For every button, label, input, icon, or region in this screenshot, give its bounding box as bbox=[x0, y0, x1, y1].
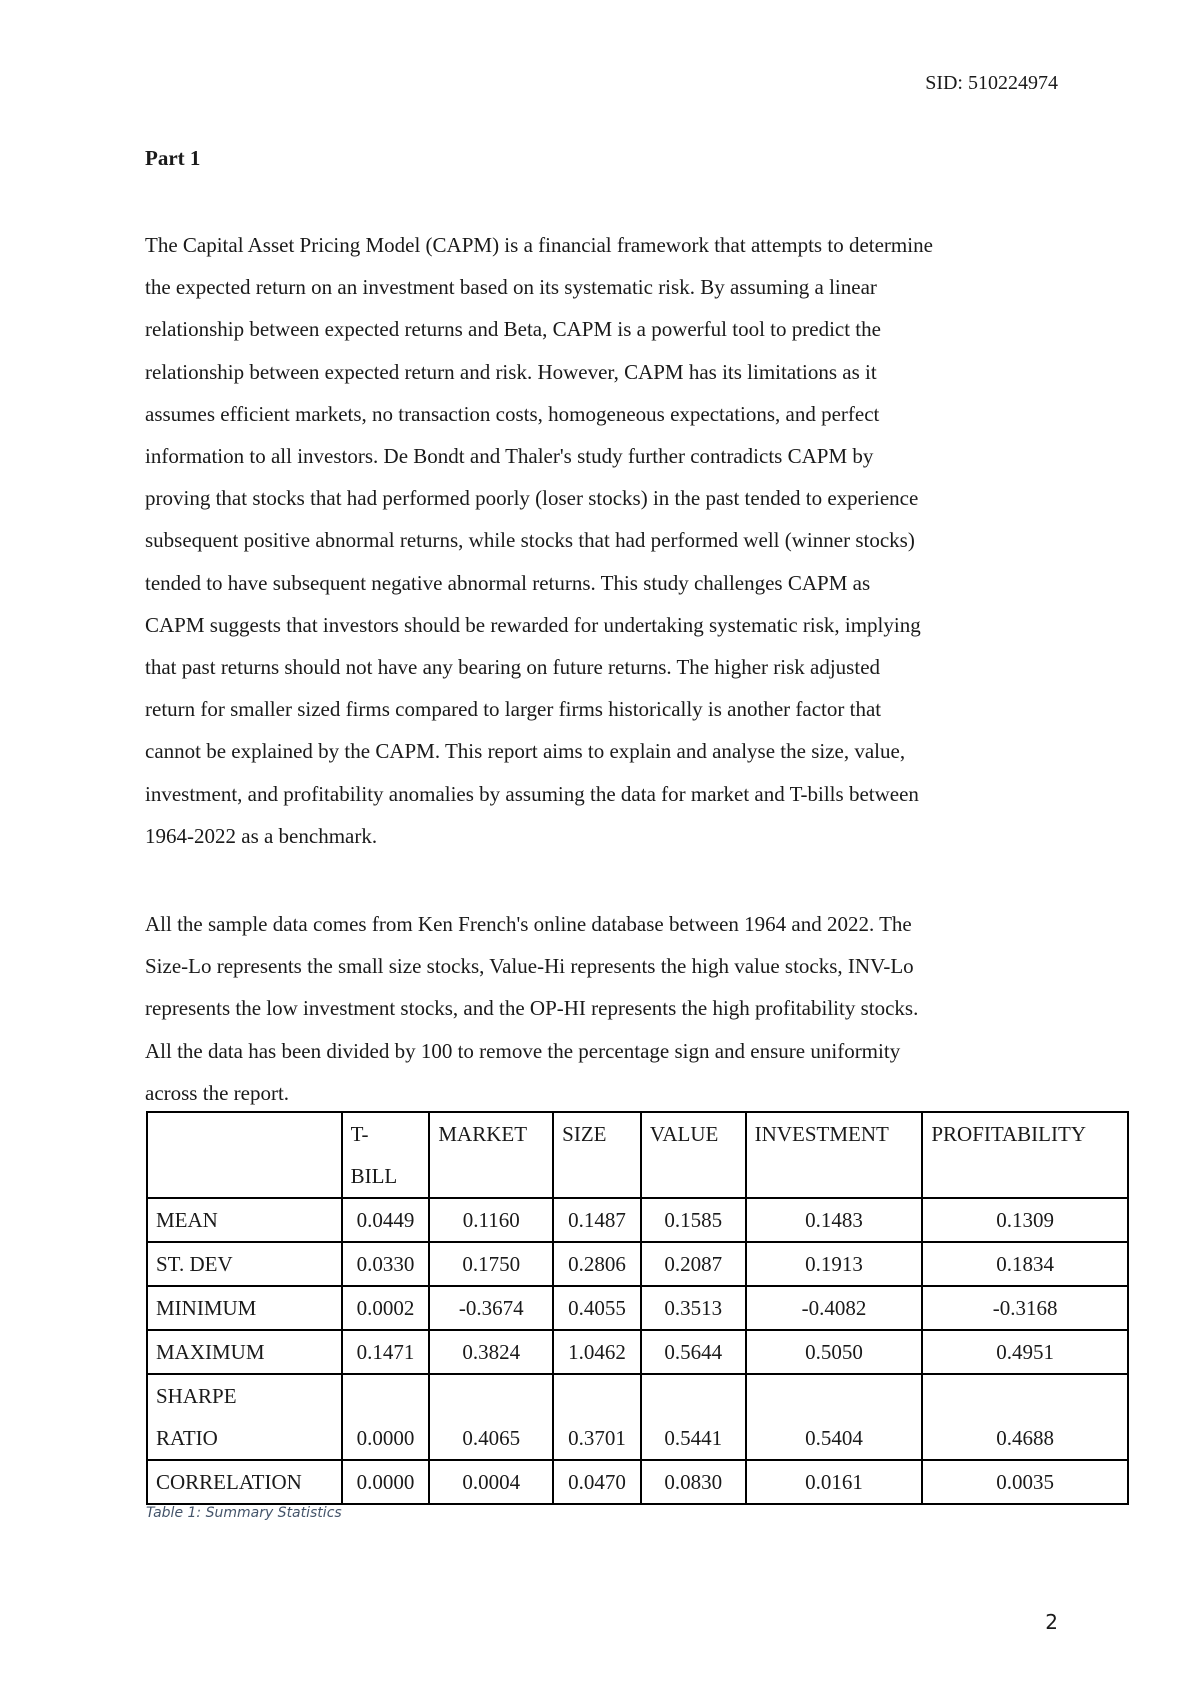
table-cell: 0.1750 bbox=[429, 1242, 553, 1286]
table-cell: 0.1309 bbox=[922, 1198, 1128, 1242]
table-cell: 0.1585 bbox=[641, 1198, 746, 1242]
paragraph-line: the expected return on an investment based on its systematic risk. By assuming a linear bbox=[145, 275, 877, 300]
paragraph-line: return for smaller sized firms compared to larger firms historically is another factor that bbox=[145, 697, 882, 722]
table-cell: 0.0330 bbox=[342, 1242, 430, 1286]
table-row bbox=[147, 1242, 1128, 1286]
row-label: ST. DEV bbox=[147, 1242, 342, 1286]
table-cell: 0.1160 bbox=[429, 1198, 553, 1242]
header-cell-tbill bbox=[342, 1112, 430, 1198]
table-cell: 0.1487 bbox=[553, 1198, 641, 1242]
row-label-line: SHARPE bbox=[156, 1384, 237, 1408]
header-cell-value: VALUE bbox=[641, 1112, 746, 1198]
row-label-line: RATIO bbox=[156, 1426, 218, 1450]
header-cell-investment: INVESTMENT bbox=[746, 1112, 923, 1198]
table-cell: 0.1483 bbox=[746, 1198, 923, 1242]
paragraph-line: investment, and profitability anomalies by assuming the data for market and T-bills between bbox=[145, 781, 919, 806]
paragraph-line: Size-Lo represents the small size stocks, Value-Hi represents the high value stocks, INV-Lo bbox=[145, 954, 914, 979]
table-cell: 0.4951 bbox=[922, 1330, 1128, 1374]
paragraph-line: proving that stocks that had performed poorly (loser stocks) in the past tended to experience bbox=[145, 486, 919, 511]
paragraph-line: relationship between expected return and risk. However, CAPM has its limitations as it bbox=[145, 359, 877, 384]
table-cell: 0.0004 bbox=[429, 1460, 553, 1504]
student-id: SID: 510224974 bbox=[925, 72, 1058, 94]
paragraph-line: All the data has been divided by 100 to remove the percentage sign and ensure uniformity bbox=[145, 1038, 901, 1063]
table-cell: 0.5441 bbox=[641, 1374, 746, 1460]
page-number: 2 bbox=[1045, 1610, 1058, 1634]
paragraph-line: The Capital Asset Pricing Model (CAPM) is a financial framework that attempts to determine bbox=[145, 233, 933, 257]
table-cell: 0.4065 bbox=[429, 1374, 553, 1460]
paragraph-line: assumes efficient markets, no transaction costs, homogeneous expectations, and perfect bbox=[145, 401, 880, 426]
header-cell-market: MARKET bbox=[429, 1112, 553, 1198]
paragraph-line: All the sample data comes from Ken French's online database between 1964 and 2022. The bbox=[145, 912, 912, 936]
paragraph-line: tended to have subsequent negative abnormal returns. This study challenges CAPM as bbox=[145, 570, 871, 595]
table-cell: 0.0470 bbox=[553, 1460, 641, 1504]
table-cell: -0.3674 bbox=[429, 1286, 553, 1330]
intro-paragraph bbox=[145, 224, 1070, 857]
header-cell-profitability: PROFITABILITY bbox=[922, 1112, 1128, 1198]
header-cell-empty bbox=[147, 1112, 342, 1198]
table-cell: 0.1471 bbox=[342, 1330, 430, 1374]
row-label: MEAN bbox=[147, 1198, 342, 1242]
table-cell: 0.5644 bbox=[641, 1330, 746, 1374]
summary-statistics-table bbox=[146, 1111, 1129, 1505]
paragraph-line: information to all investors. De Bondt and Thaler's study further contradicts CAPM by bbox=[145, 444, 874, 469]
header-tbill-line: BILL bbox=[350, 1164, 398, 1188]
table-row bbox=[147, 1330, 1128, 1374]
paragraph-line: represents the low investment stocks, and the OP-HI represents the high profitability stocks. bbox=[145, 996, 919, 1021]
paragraph-line: that past returns should not have any bearing on future returns. The higher risk adjusted bbox=[145, 655, 881, 680]
paragraph-line: cannot be explained by the CAPM. This report aims to explain and analyse the size, value, bbox=[145, 739, 906, 764]
table-cell: 0.5404 bbox=[746, 1374, 923, 1460]
paragraph-line: 1964-2022 as a benchmark. bbox=[145, 823, 378, 848]
table-cell: 0.0002 bbox=[342, 1286, 430, 1330]
table-cell: 0.2087 bbox=[641, 1242, 746, 1286]
table-cell: -0.3168 bbox=[922, 1286, 1128, 1330]
table-row bbox=[147, 1460, 1128, 1504]
table-row bbox=[147, 1286, 1128, 1330]
table-cell: 0.5050 bbox=[746, 1330, 923, 1374]
table-row bbox=[147, 1198, 1128, 1242]
section-title: Part 1 bbox=[145, 146, 201, 170]
table-cell: 0.4055 bbox=[553, 1286, 641, 1330]
paragraph-line: subsequent positive abnormal returns, while stocks that had performed well (winner stocks) bbox=[145, 528, 915, 553]
table-cell: 0.3513 bbox=[641, 1286, 746, 1330]
table-cell: 0.0161 bbox=[746, 1460, 923, 1504]
table-cell: 0.3824 bbox=[429, 1330, 553, 1374]
table-cell: 0.1834 bbox=[922, 1242, 1128, 1286]
table-cell: 0.0035 bbox=[922, 1460, 1128, 1504]
paragraph-line: relationship between expected returns and Beta, CAPM is a powerful tool to predict the bbox=[145, 317, 881, 342]
paragraph-line: across the report. bbox=[145, 1080, 290, 1105]
table-header-row bbox=[147, 1112, 1128, 1198]
header-cell-size: SIZE bbox=[553, 1112, 641, 1198]
header-tbill-line: T- bbox=[350, 1122, 369, 1146]
table-cell: -0.4082 bbox=[746, 1286, 923, 1330]
table-cell: 0.3701 bbox=[553, 1374, 641, 1460]
table-cell: 0.0449 bbox=[342, 1198, 430, 1242]
table-cell: 0.4688 bbox=[922, 1374, 1128, 1460]
table-cell: 0.1913 bbox=[746, 1242, 923, 1286]
table-caption: Table 1: Summary Statistics bbox=[146, 1505, 342, 1521]
row-label: MAXIMUM bbox=[147, 1330, 342, 1374]
table-cell: 1.0462 bbox=[553, 1330, 641, 1374]
row-label: CORRELATION bbox=[147, 1460, 342, 1504]
data-description-paragraph bbox=[145, 903, 1070, 1114]
row-label bbox=[147, 1374, 342, 1460]
paragraph-line: CAPM suggests that investors should be rewarded for undertaking systematic risk, implying bbox=[145, 612, 921, 637]
table-cell: 0.0830 bbox=[641, 1460, 746, 1504]
table-cell: 0.0000 bbox=[342, 1374, 430, 1460]
table-cell: 0.0000 bbox=[342, 1460, 430, 1504]
table-row bbox=[147, 1374, 1128, 1460]
row-label: MINIMUM bbox=[147, 1286, 342, 1330]
table-cell: 0.2806 bbox=[553, 1242, 641, 1286]
